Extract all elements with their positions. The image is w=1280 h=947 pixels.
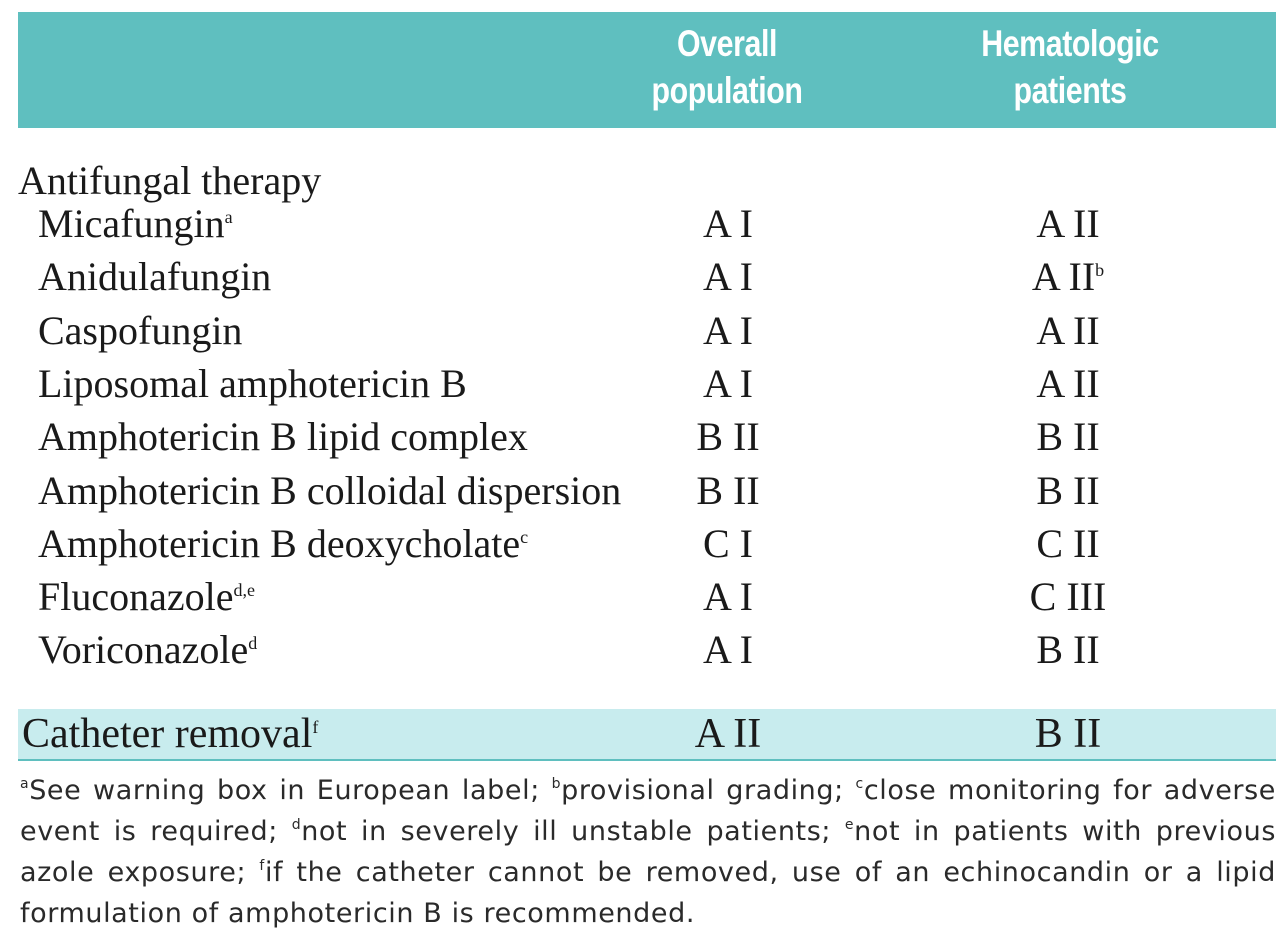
overall-grade: A I [703, 360, 753, 406]
hematologic-grade [978, 410, 1158, 463]
header-overall-population [636, 20, 818, 114]
table-header [18, 12, 1276, 128]
header-overall-line2: population [651, 70, 803, 111]
footnote-mark: a [224, 207, 233, 227]
table-row [18, 304, 1276, 357]
drug-name-text: Caspofungin [38, 307, 243, 353]
hematologic-grade-text: A II [1031, 254, 1096, 300]
drug-name [38, 250, 271, 303]
table-row [18, 250, 1276, 303]
drug-name [38, 570, 255, 623]
table-row [18, 464, 1276, 517]
hematologic-grade [978, 517, 1158, 570]
drug-name-text: Anidulafungin [38, 254, 272, 300]
drug-name [38, 517, 528, 570]
drug-name-text: Voriconazole [38, 627, 249, 673]
drug-name-text: Liposomal amphotericin B [38, 360, 467, 406]
footnote-mark: d,e [233, 580, 255, 601]
footnote-a: See warning box in European label; [29, 775, 552, 806]
hematologic-grade-text: B II [1036, 414, 1100, 460]
footnote-mark-f: f [259, 858, 265, 874]
hematologic-grade-text: C III [1029, 574, 1107, 620]
footnote-mark: b [1095, 260, 1105, 281]
footnote-mark: f [312, 717, 319, 737]
drug-name [38, 623, 257, 676]
header-overall-line1: Overall [676, 23, 778, 64]
header-hematologic-patients [955, 20, 1185, 114]
table-row [18, 570, 1276, 623]
hematologic-grade [978, 623, 1158, 676]
drug-name [38, 410, 528, 463]
hematologic-grade [978, 304, 1158, 357]
footnote-mark-a: a [20, 776, 30, 792]
footnote-b: provisional grading; [561, 775, 856, 806]
overall-grade: A I [703, 201, 753, 246]
hematologic-grade-text: A II [1036, 307, 1100, 353]
overall-grade: B II [696, 414, 760, 460]
footnote-mark-e: e [844, 817, 855, 833]
row-name [22, 709, 318, 759]
footnote-mark: c [520, 526, 529, 547]
table-row [18, 197, 1276, 250]
header-hematologic-line1: Hematologic [981, 23, 1159, 64]
footnote-mark: d [248, 633, 258, 654]
header-hematologic-line2: patients [1013, 70, 1127, 111]
drug-name [38, 197, 233, 250]
footnote-mark-d: d [291, 817, 302, 833]
footnote [20, 770, 1276, 934]
drug-name [38, 357, 467, 410]
footnote-c: close monitoring for adverse event is required; [20, 775, 1276, 847]
table-row [18, 357, 1276, 410]
hematologic-grade: B II [1034, 711, 1102, 757]
hematologic-grade [978, 570, 1158, 623]
table-row [18, 410, 1276, 463]
drug-name-text: Fluconazole [38, 574, 234, 620]
recommendation-table [18, 12, 1276, 757]
footnote-mark-b: b [551, 776, 562, 792]
footnote-f: if the catheter cannot be removed, use of an echinocandin or a lipid formulation of amphotericin B is recommended. [20, 857, 1276, 929]
hematologic-grade [978, 250, 1158, 303]
overall-grade: A I [703, 307, 753, 353]
hematologic-grade-text: B II [1036, 627, 1100, 673]
catheter-row [18, 709, 1276, 761]
overall-grade: A I [703, 574, 753, 620]
hematologic-grade [978, 357, 1158, 410]
overall-grade: C I [703, 520, 753, 566]
drug-name [38, 464, 621, 517]
hematologic-grade-text: B II [1036, 467, 1100, 513]
drug-name-text: Micafungin [38, 201, 225, 246]
catheter-name-text: Catheter removal [22, 711, 313, 757]
hematologic-grade-text: A II [1036, 201, 1100, 246]
footnote-e: not in patients with previous azole exposure; [20, 816, 1276, 888]
drug-name-text: Amphotericin B deoxycholate [38, 520, 521, 566]
overall-grade: B II [696, 467, 760, 513]
section-title: Antifungal therapy [18, 158, 322, 203]
drug-name-text: Amphotericin B colloidal dispersion [38, 467, 622, 513]
table-row [18, 623, 1276, 676]
hematologic-grade [978, 197, 1158, 250]
footnote-d: not in severely ill unstable patients; [301, 816, 845, 847]
hematologic-grade [978, 464, 1158, 517]
overall-grade: A II [694, 711, 762, 757]
hematologic-grade-text: C II [1036, 520, 1100, 566]
table-row [18, 517, 1276, 570]
overall-grade: A I [703, 627, 753, 673]
drug-name [38, 304, 242, 357]
footnote-mark-c: c [855, 776, 864, 792]
hematologic-grade-text: A II [1036, 360, 1100, 406]
overall-grade: A I [703, 254, 753, 300]
drug-name-text: Amphotericin B lipid complex [38, 414, 528, 460]
